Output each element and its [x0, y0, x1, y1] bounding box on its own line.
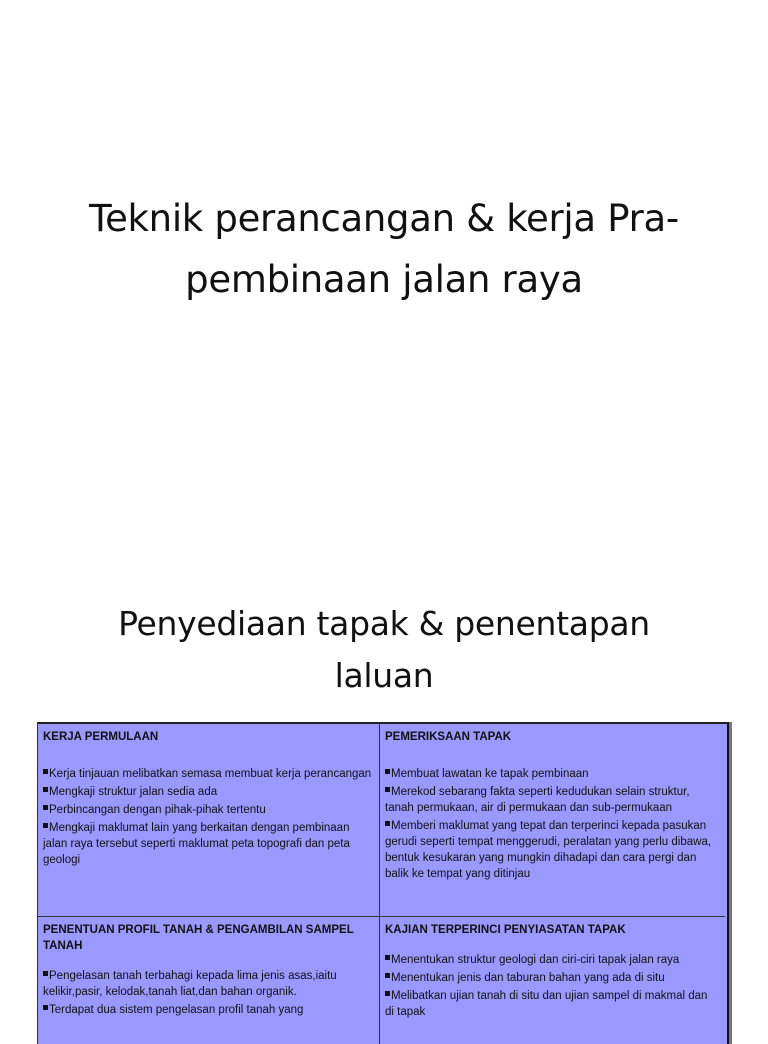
- table-cell-kerja-permulaan: [38, 724, 380, 917]
- square-bullet-icon: [385, 769, 390, 774]
- square-bullet-icon: [43, 823, 48, 828]
- list-item: [385, 952, 719, 968]
- section-title-line-2: laluan: [334, 656, 434, 695]
- list-item-text: Kerja tinjauan melibatkan semasa membuat kerja perancangan: [49, 768, 372, 780]
- list-item-text: Terdapat dua sistem pengelasan profil tanah yang: [49, 1004, 304, 1016]
- square-bullet-icon: [43, 1005, 48, 1010]
- list-item: [385, 988, 719, 1020]
- list-item-text: Merekod sebarang fakta seperti kedudukan selain struktur, tanah permukaan, air di permukaan dan sub-permukaan: [385, 786, 690, 814]
- list-item-text: Membuat lawatan ke tapak pembinaan: [391, 768, 589, 780]
- cell-heading: KAJIAN TERPERINCI PENYIASATAN TAPAK: [385, 924, 626, 936]
- square-bullet-icon: [43, 805, 48, 810]
- list-item: [43, 820, 373, 868]
- list-item-text: Menentukan struktur geologi dan ciri-ciri tapak jalan raya: [391, 954, 680, 966]
- list-item: [43, 968, 373, 1000]
- info-table: [37, 722, 729, 1044]
- list-item: [385, 784, 719, 816]
- square-bullet-icon: [385, 955, 390, 960]
- cell-heading: PENENTUAN PROFIL TANAH & PENGAMBILAN SAMPEL TANAH: [43, 924, 354, 952]
- square-bullet-icon: [385, 821, 390, 826]
- square-bullet-icon: [385, 991, 390, 996]
- list-item-text: Perbincangan dengan pihak-pihak tertentu: [49, 804, 266, 816]
- slide-title-main: [40, 188, 728, 310]
- table-cell-penentuan-profil-tanah: [38, 917, 380, 1044]
- list-item: [43, 802, 373, 818]
- table-cell-pemeriksaan-tapak: [380, 724, 725, 917]
- square-bullet-icon: [43, 971, 48, 976]
- square-bullet-icon: [385, 973, 390, 978]
- list-item-text: Menentukan jenis dan taburan bahan yang ada di situ: [391, 972, 665, 984]
- list-item: [43, 766, 373, 782]
- list-item: [385, 818, 719, 882]
- list-item: [385, 970, 719, 986]
- cell-heading: PEMERIKSAAN TAPAK: [385, 731, 512, 743]
- list-item: [43, 784, 373, 800]
- slide-title-line-1: Teknik perancangan & kerja Pra-: [89, 197, 679, 240]
- list-item-text: Pengelasan tanah terbahagi kepada lima jenis asas,iaitu kelikir,pasir, kelodak,tanah liat,dan bahan organik.: [43, 970, 337, 998]
- list-item-text: Mengkaji struktur jalan sedia ada: [49, 786, 218, 798]
- list-item-text: Melibatkan ujian tanah di situ dan ujian sampel di makmal dan di tapak: [385, 990, 708, 1018]
- slide-title-line-2: pembinaan jalan raya: [185, 258, 583, 301]
- list-item-text: Mengkaji maklumat lain yang berkaitan dengan pembinaan jalan raya tersebut seperti maklumat peta topografi dan peta geologi: [43, 822, 350, 866]
- list-item-text: Memberi maklumat yang tepat dan terperinci kepada pasukan gerudi seperti tempat menggerudi, peralatan yang perlu dibawa, bentuk kesukaran yang mungkin dihadapi dan cara pergi dan balik ke tempat yang ditinjau: [385, 820, 712, 880]
- square-bullet-icon: [43, 787, 48, 792]
- section-title-line-1: Penyediaan tapak & penentapan: [118, 604, 650, 643]
- list-item: [385, 766, 719, 782]
- table-cell-kajian-terperinci: [380, 917, 725, 1044]
- list-item: [43, 1002, 373, 1018]
- slide-title-section: [40, 598, 728, 702]
- square-bullet-icon: [43, 769, 48, 774]
- square-bullet-icon: [385, 787, 390, 792]
- cell-heading: KERJA PERMULAAN: [43, 731, 159, 743]
